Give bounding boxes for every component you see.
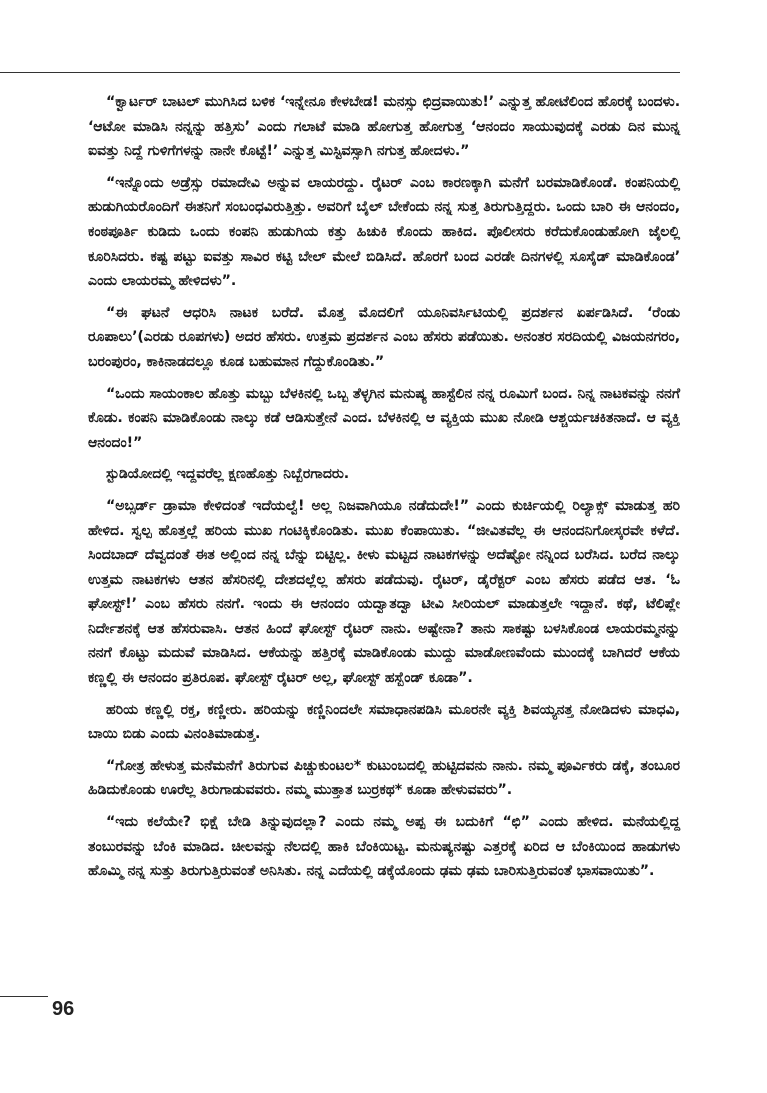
page-number: 96: [52, 998, 75, 1020]
paragraph: “ಕ್ವಾರ್ಟರ್ ಬಾಟಲ್ ಮುಗಿಸಿದ ಬಳಿಕ ‘ಇನ್ನೇನೂ ಕೇಳಬೇಡ! ಮನಸ್ಸು ಛಿದ್ರವಾಯಿತು!’ ಎನ್ನುತ್ತ ಹೋಟೆಲಿಂದ ಹೊರಕ್ಕೆ ಬಂದಳು. ‘ಆಟೋ ಮಾಡಿಸಿ ನನ್ನನ್ನು ಹತ್ತಿಸು’ ಎಂದು ಗಲಾಟೆ ಮಾಡಿ ಹೋಗುತ್ತ ಹೋಗುತ್ತ ‘ಆನಂದಂ ಸಾಯುವುದಕ್ಕೆ ಎರಡು ದಿನ ಮುನ್ನ ಐವತ್ತು ನಿದ್ದೆ ಗುಳಿಗೆಗಳನ್ನು ನಾನೇ ಕೊಟ್ಟೆ!’ ಎನ್ನುತ್ತ ಮಿಸ್ಟಿವಸ್ಸಾಗಿ ನಗುತ್ತ ಹೋದಳು.”: [88, 94, 680, 160]
bottom-rule: [0, 996, 48, 997]
paragraph: “ಗೋತ್ರ ಹೇಳುತ್ತ ಮನೆಮನೆಗೆ ತಿರುಗುವ ಪಿಚ್ಚುಕುಂಟಲ* ಕುಟುಂಬದಲ್ಲಿ ಹುಟ್ಟಿದವನು ನಾನು. ನಮ್ಮ ಪೂರ್ವಿಕರು ಡಕ್ಕೆ, ತಂಬೂರ ಹಿಡಿದುಕೊಂಡು ಊರೆಲ್ಲ ತಿರುಗಾಡುವವರು. ನಮ್ಮ ಮುತ್ತಾತ ಬುರ್‍ರಕಥ* ಕೂಡಾ ಹೇಳುವವರು”.: [88, 757, 680, 799]
paragraph: ಸ್ಟುಡಿಯೋದಲ್ಲಿ ಇದ್ದವರೆಲ್ಲ ಕ್ಷಣಹೊತ್ತು ನಿಬ್ಬೆರಗಾದರು.: [106, 466, 350, 483]
paragraph: “ಇದು ಕಲೆಯೇ? ಭಿಕ್ಷೆ ಬೇಡಿ ತಿನ್ನುವುದಲ್ಲಾ? ಎಂದು ನಮ್ಮ ಅಪ್ಪ ಈ ಬದುಕಿಗೆ “ಛಿ” ಎಂದು ಹೇಳಿದ. ಮನೆಯಲ್ಲಿದ್ದ ತಂಬುರವನ್ನು ಬೆಂಕಿ ಮಾಡಿದ. ಚೀಲವನ್ನು ನೆಲದಲ್ಲಿ ಹಾಕಿ ಬೆಂಕಿಯಿಟ್ಟ. ಮನುಷ್ಯನಷ್ಟು ಎತ್ತರಕ್ಕೆ ಏರಿದ ಆ ಬೆಂಕಿಯಿಂದ ಹಾಡುಗಳು ಹೊಮ್ಮಿ ನನ್ನ ಸುತ್ತು ತಿರುಗುತ್ತಿರುವಂತೆ ಅನಿಸಿತು. ನನ್ನ ಎದೆಯಲ್ಲಿ ಡಕ್ಕೆಯೊಂದು ಢಮ ಢಮ ಬಾರಿಸುತ್ತಿರುವಂತೆ ಭಾಸವಾಯಿತು”.: [88, 814, 680, 880]
page-body: [88, 90, 680, 891]
paragraph: “ಇನ್ನೊಂದು ಅಡ್ರೆಸ್ಸು ರಮಾದೇವಿ ಅನ್ನುವ ಲಾಯರದ್ದು. ರೈಟರ್ ಎಂಬ ಕಾರಣಕ್ಕಾಗಿ ಮನೆಗೆ ಬರಮಾಡಿಕೊಂಡೆ. ಕಂಪನಿಯಲ್ಲಿ ಹುಡುಗಿಯರೊಂದಿಗೆ ಈತನಿಗೆ ಸಂಬಂಧವಿರುತ್ತಿತ್ತು. ಅವರಿಗೆ ಬೈಲ್ ಬೇಕೆಂದು ನನ್ನ ಸುತ್ತ ತಿರುಗುತ್ತಿದ್ದರು. ಒಂದು ಬಾರಿ ಈ ಆನಂದಂ, ಕಂಠಪೂರ್ತಿ ಕುಡಿದು ಒಂದು ಕಂಪನಿ ಹುಡುಗಿಯ ಕತ್ತು ಹಿಚುಕಿ ಕೊಂದು ಹಾಕಿದ. ಪೊಲೀಸರು ಕರೆದುಕೊಂಡುಹೋಗಿ ಜೈಲಲ್ಲಿ ಕೂರಿಸಿದರು. ಕಷ್ಟ ಪಟ್ಟು ಐವತ್ತು ಸಾವಿರ ಕಟ್ಟಿ ಬೇಲ್ ಮೇಲೆ ಬಿಡಿಸಿದೆ. ಹೊರಗೆ ಬಂದ ಎರಡೇ ದಿನಗಳಲ್ಲಿ ಸೂಸೈಡ್ ಮಾಡಿಕೊಂಡ’ ಎಂದು ಲಾಯರಮ್ಮ ಹೇಳಿದಳು”.: [88, 174, 680, 290]
paragraph: “ಅಬ್ಸರ್ಡ್ ಡ್ರಾಮಾ ಕೇಳಿದಂತೆ ಇದೆಯಲ್ವೆ! ಅಲ್ಲ ನಿಜವಾಗಿಯೂ ನಡೆದುದೇ!” ಎಂದು ಕುರ್ಚಿಯಲ್ಲಿ ರಿಲ್ಯಾಕ್ಸ್ ಮಾಡುತ್ತ ಹರಿ ಹೇಳಿದ. ಸ್ವಲ್ಪ ಹೊತ್ತಲ್ಲೆ ಹರಿಯ ಮುಖ ಗಂಟಿಕ್ಕಿಕೊಂಡಿತು. ಮುಖ ಕೆಂಪಾಯಿತು. “ಜೀವಿತವೆಲ್ಲ ಈ ಆನಂದನಿಗೋಸ್ಕರವೇ ಕಳೆದೆ. ಸಿಂದಬಾದ್ ದೆವ್ವದಂತೆ ಈತ ಅಲ್ಲಿಂದ ನನ್ನ ಬೆನ್ನು ಬಿಟ್ಟಿಲ್ಲ. ಕೀಳು ಮಟ್ಟದ ನಾಟಕಗಳನ್ನು ಅದೆಷ್ಟೋ ನನ್ನಿಂದ ಬರೆಸಿದ. ಬರೆದ ನಾಲ್ಕು ಉತ್ತಮ ನಾಟಕಗಳು ಆತನ ಹೆಸರಿನಲ್ಲಿ ದೇಶದಲ್ಲೆಲ್ಲ ಹೆಸರು ಪಡೆದುವು. ರೈಟರ್, ಡೈರೆಕ್ಟರ್ ಎಂಬ ಹೆಸರು ಪಡೆದ ಆತ. ‘ಓ ಘೋಸ್ಟ್!’ ಎಂಬ ಹೆಸರು ನನಗೆ. ಇಂದು ಈ ಆನಂದಂ ಯದ್ವಾತದ್ವಾ ಟೀವಿ ಸೀರಿಯಲ್ ಮಾಡುತ್ತಲೇ ಇದ್ದಾನೆ. ಕಥೆ, ಟೆಲಿಪ್ಲೇ ನಿರ್ದೇಶನಕ್ಕೆ ಆತ ಹೆಸರುವಾಸಿ. ಆತನ ಹಿಂದೆ ಘೋಸ್ಟ್ ರೈಟರ್ ನಾನು. ಅಷ್ಟೇನಾ? ತಾನು ಸಾಕಷ್ಟು ಬಳಸಿಕೊಂಡ ಲಾಯರಮ್ಮನನ್ನು ನನಗೆ ಕೊಟ್ಟು ಮದುವೆ ಮಾಡಿಸಿದ. ಆಕೆಯನ್ನು ಹತ್ತಿರಕ್ಕೆ ಮಾಡಿಕೊಂಡು ಮುದ್ದು ಮಾಡೋಣವೆಂದು ಮುಂದಕ್ಕೆ ಬಾಗಿದರೆ ಆಕೆಯ ಕಣ್ಣಲ್ಲಿ ಈ ಆನಂದಂ ಪ್ರತಿರೂಪ. ಘೋಸ್ಟ್ ರೈಟರ್ ಅಲ್ಲ, ಘೋಸ್ಟ್ ಹಸ್ಬೆಂಡ್ ಕೂಡಾ”.: [88, 497, 680, 687]
paragraph: “ಈ ಘಟನೆ ಆಧರಿಸಿ ನಾಟಕ ಬರೆದೆ. ಮೊತ್ತ ಮೊದಲಿಗೆ ಯೂನಿವರ್ಸಿಟಿಯಲ್ಲಿ ಪ್ರದರ್ಶನ ಏರ್ಪಡಿಸಿದೆ. ‘ರೆಂಡು ರೂಪಾಲು’(ಎರಡು ರೂಪಗಳು) ಅದರ ಹೆಸರು. ಉತ್ತಮ ಪ್ರದರ್ಶನ ಎಂಬ ಹೆಸರು ಪಡೆಯಿತು. ಅನಂತರ ಸರದಿಯಲ್ಲಿ ವಿಜಯನಗರಂ, ಬರಂಪುರಂ, ಕಾಕಿನಾಡದಲ್ಲೂ ಕೂಡ ಬಹುಮಾನ ಗೆದ್ದುಕೊಂಡಿತು.”: [88, 304, 680, 370]
paragraph: ಹರಿಯ ಕಣ್ಣಲ್ಲಿ ರಕ್ತ, ಕಣ್ಣೀರು. ಹರಿಯನ್ನು ಕಣ್ಣಿನಿಂದಲೇ ಸಮಾಧಾನಪಡಿಸಿ ಮೂರನೇ ವ್ಯಕ್ತಿ ಶಿವಯ್ಯನತ್ತ ನೋಡಿದಳು ಮಾಧವಿ, ಬಾಯಿ ಬಿಡು ಎಂದು ವಿನಂತಿಮಾಡುತ್ತ.: [88, 701, 680, 743]
top-rule: [0, 72, 680, 73]
paragraph: “ಒಂದು ಸಾಯಂಕಾಲ ಹೊತ್ತು ಮಬ್ಬು ಬೆಳಕಿನಲ್ಲಿ ಒಬ್ಬ ತೆಳ್ಳಗಿನ ಮನುಷ್ಯ ಹಾಸ್ಟೆಲಿನ ನನ್ನ ರೂಮಿಗೆ ಬಂದ. ನಿನ್ನ ನಾಟಕವನ್ನು ನನಗೆ ಕೊಡು. ಕಂಪನಿ ಮಾಡಿಕೊಂಡು ನಾಲ್ಕು ಕಡೆ ಆಡಿಸುತ್ತೇನೆ ಎಂದ. ಬೆಳಕಿನಲ್ಲಿ ಆ ವ್ಯಕ್ತಿಯ ಮುಖ ನೋಡಿ ಆಶ್ಚರ್ಯಚಕಿತನಾದೆ. ಆ ವ್ಯಕ್ತಿ ಆನಂದಂ!”: [88, 385, 680, 451]
